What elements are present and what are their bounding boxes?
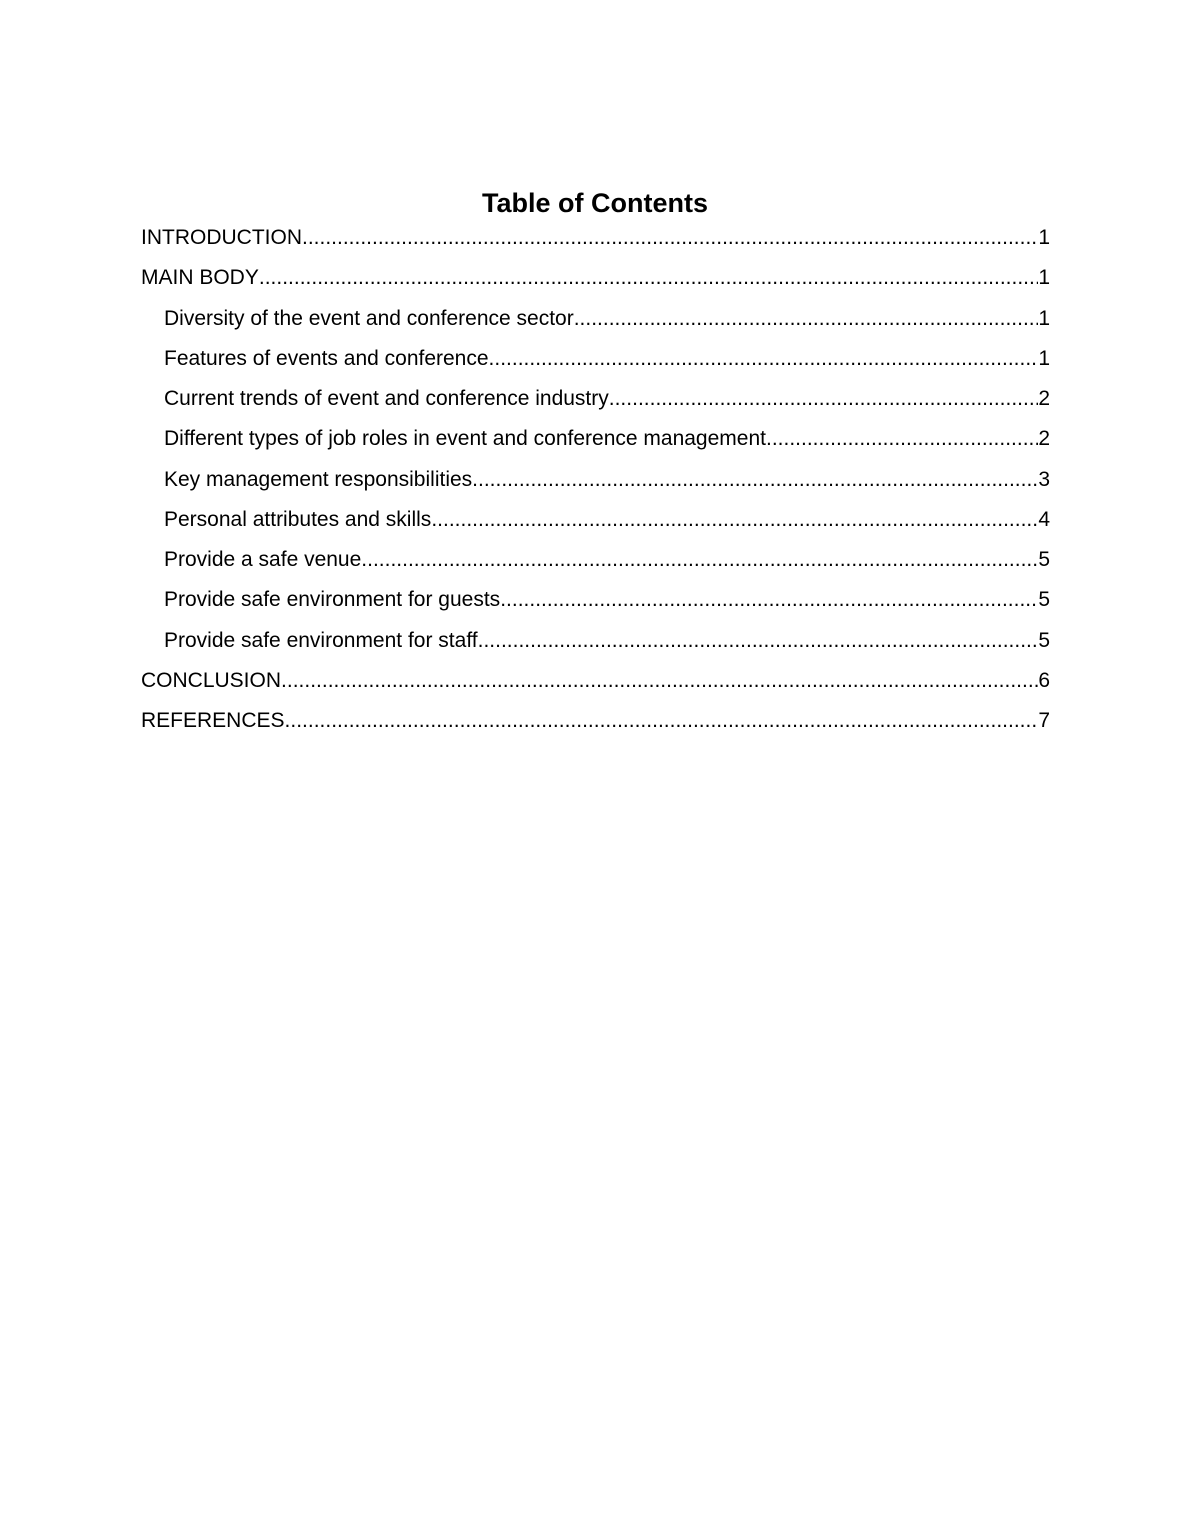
dot-leader	[281, 667, 1038, 695]
toc-entry-text: Key management responsibilities	[164, 467, 473, 491]
toc-entry-text: MAIN BODY	[141, 266, 259, 290]
toc-entry-page: 5	[1038, 548, 1050, 571]
dot-leader	[431, 506, 1038, 534]
toc-entry-safe-staff[interactable]	[141, 625, 1050, 665]
toc-entry-text: Different types of job roles in event and conference management	[164, 427, 766, 451]
toc-entry-key-management[interactable]	[141, 464, 1050, 504]
toc-entry-page: 4	[1038, 507, 1050, 531]
toc-entry-current-trends[interactable]	[141, 383, 1050, 423]
toc-entry-conclusion[interactable]	[141, 665, 1050, 705]
toc-entry-text: Provide a safe venue	[164, 548, 362, 571]
toc-entry-safe-guests[interactable]	[141, 584, 1050, 624]
toc-title: Table of Contents	[482, 188, 708, 218]
toc-entry-text: Provide safe environment for guests	[164, 588, 501, 612]
toc-entry-main-body[interactable]	[141, 262, 1050, 302]
dot-leader	[472, 466, 1038, 494]
toc-entry-page: 2	[1038, 387, 1050, 410]
dot-leader	[285, 707, 1039, 735]
toc-entry-page: 6	[1038, 668, 1050, 692]
dot-leader	[478, 627, 1039, 655]
toc-entry-job-roles[interactable]	[141, 423, 1050, 463]
toc-entry-page: 1	[1038, 306, 1050, 330]
toc-entry-text: INTRODUCTION	[141, 226, 302, 249]
toc-entry-page: 7	[1038, 709, 1050, 732]
toc-entry-diversity[interactable]	[141, 303, 1050, 343]
toc-entry-references[interactable]	[141, 705, 1050, 745]
toc-entry-page: 5	[1038, 628, 1050, 652]
toc-entry-text: CONCLUSION	[141, 668, 282, 692]
dot-leader	[489, 345, 1039, 373]
toc-entry-text: Features of events and conference	[164, 346, 489, 370]
toc-entry-page: 1	[1038, 266, 1050, 290]
toc-entry-text: Diversity of the event and conference sector	[164, 306, 574, 330]
toc-entry-text: Current trends of event and conference industry	[164, 387, 609, 410]
dot-leader	[361, 546, 1038, 574]
toc-list	[141, 222, 1050, 745]
toc-entry-safe-venue[interactable]	[141, 544, 1050, 584]
toc-entry-page: 1	[1038, 226, 1050, 249]
toc-entry-personal-attributes[interactable]	[141, 504, 1050, 544]
toc-entry-text: Personal attributes and skills	[164, 507, 432, 531]
toc-entry-page: 3	[1038, 467, 1050, 491]
toc-entry-page: 1	[1038, 346, 1050, 370]
toc-entry-features[interactable]	[141, 343, 1050, 383]
toc-entry-text: REFERENCES	[141, 709, 285, 732]
dot-leader	[574, 305, 1039, 333]
dot-leader	[609, 385, 1039, 413]
toc-entry-page: 5	[1038, 588, 1050, 612]
toc-entry-text: Provide safe environment for staff	[164, 628, 478, 652]
toc-entry-page: 2	[1038, 427, 1050, 451]
dot-leader	[766, 425, 1038, 453]
dot-leader	[302, 224, 1038, 252]
toc-entry-introduction[interactable]	[141, 222, 1050, 262]
dot-leader	[500, 586, 1038, 614]
dot-leader	[259, 264, 1038, 292]
